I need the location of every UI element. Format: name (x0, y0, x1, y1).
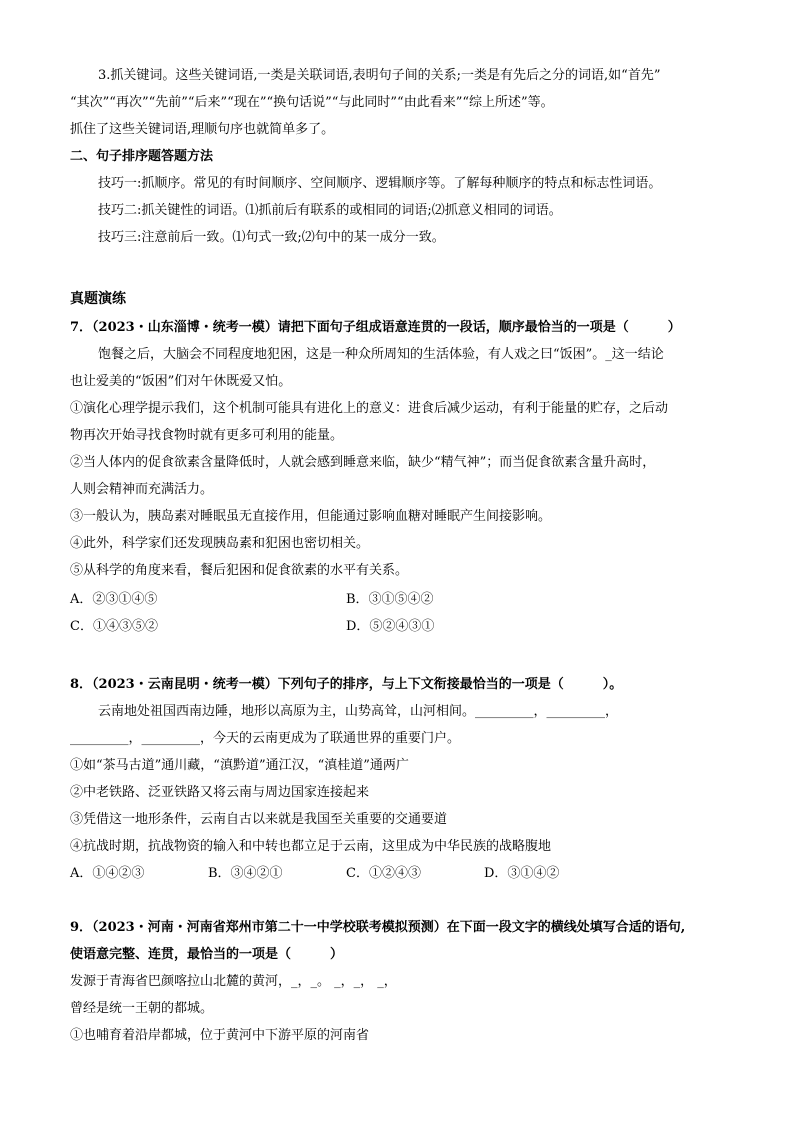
q9-sentence1: ①也哺育着沿岸都城，位于黄河中下游平原的河南省 (70, 1028, 370, 1043)
q7-passage-line2: 也让爱美的“饭困”们对午休既爱又怕。 (70, 374, 292, 389)
q7-sentence5: ⑤从科学的角度来看，餐后犯困和促食欲素的水平有关系。 (70, 563, 409, 578)
q9-passage-line2: 曾经是统一王朝的都城。 (70, 1001, 214, 1016)
q9-stem-line2: 使语意完整、连贯，最恰当的一项是（ ） (70, 947, 344, 962)
q7-sentence2-line1: ②当人体内的促食欲素含量降低时，人就会感到睡意来临，缺少“精气神”；而当促食欲素含量升高时， (70, 455, 656, 470)
tip-three: 技巧三:注意前后一致。⑴句式一致;⑵句中的某一成分一致。 (98, 230, 445, 245)
intro-point3-line1: 3.抓关键词。这些关键词语,一类是关联词语,表明句子间的关系;一类是有先后之分的词语,如“首先” (98, 68, 661, 83)
q7-stem: 7．（2023・山东淄博・统考一模）请把下面句子组成语意连贯的一段话，顺序最恰当的一项是（ ） (70, 320, 681, 335)
q8-option-d[interactable]: D．③①④② (484, 866, 560, 881)
q9-stem-line1: 9．（2023・河南・河南省郑州市第二十一中学校联考模拟预测）在下面一段文字的横线处填写合适的语句, (70, 920, 686, 935)
q8-passage-line1: 云南地处祖国西南边陲，地形以高原为主，山势高耸，山河相间。_________，_________， (98, 704, 619, 719)
tip-one: 技巧一:抓顺序。常见的有时间顺序、空间顺序、逻辑顺序等。了解每种顺序的特点和标志性词语。 (98, 176, 662, 191)
q8-sentence3: ③凭借这一地形条件，云南自古以来就是我国至关重要的交通要道 (70, 812, 448, 827)
q7-sentence1-line1: ①演化心理学提示我们，这个机制可能具有进化上的意义：进食后减少运动，有利于能量的贮存，之后动 (70, 401, 669, 416)
q7-option-c[interactable]: C．①④③⑤② (70, 619, 158, 634)
q7-sentence3: ③一般认为，胰岛素对睡眠虽无直接作用，但能通过影响血糖对睡眠产生间接影响。 (70, 509, 552, 524)
q7-sentence1-line2: 物再次开始寻找食物时就有更多可利用的能量。 (70, 428, 344, 443)
q8-option-c[interactable]: C．①②④③ (346, 866, 421, 881)
tip-two: 技巧二:抓关键性的词语。⑴抓前后有联系的或相同的词语;⑵抓意义相同的词语。 (98, 203, 562, 218)
q7-option-d[interactable]: D．⑤②④③① (346, 619, 435, 634)
intro-point3-line3: 抓住了这些关键词语,理顺句序也就简单多了。 (70, 122, 335, 137)
q8-passage-line2: _________，_________，今天的云南更成为了联通世界的重要门户。 (70, 731, 461, 746)
q7-sentence2-line2: 人则会精神而充满活力。 (70, 482, 214, 497)
q8-option-b[interactable]: B．③④②① (208, 866, 283, 881)
q7-option-b[interactable]: B．③①⑤④② (346, 592, 434, 607)
q7-passage-line1: 饱餐之后，大脑会不同程度地犯困，这是一种众所周知的生活体验，有人戏之曰“饭困”。_这一结论 (98, 347, 664, 362)
q9-passage-line1: 发源于青海省巴颜喀拉山北麓的黄河，_，_。 _，_， _， (70, 974, 397, 989)
q8-stem: 8．（2023・云南昆明・统考一模）下列句子的排序，与上下文衔接最恰当的一项是（ ）。 (70, 677, 623, 692)
q7-option-a[interactable]: A．②③①④⑤ (70, 592, 158, 607)
section-heading-methods: 二、句子排序题答题方法 (70, 149, 214, 164)
q7-sentence4: ④此外，科学家们还发现胰岛素和犯困也密切相关。 (70, 536, 370, 551)
intro-point3-line2: “其次”“再次”“先前”“后来”“现在”“换句话说”“与此同时”“由此看来”“综上所述”等。 (70, 95, 554, 110)
q8-sentence4: ④抗战时期，抗战物资的输入和中转也都立足于云南，这里成为中华民族的战略腹地 (70, 839, 552, 854)
q8-option-a[interactable]: A．①④②③ (70, 866, 145, 881)
q8-sentence2: ②中老铁路、泛亚铁路又将云南与周边国家连接起来 (70, 785, 370, 800)
q8-sentence1: ①如“茶马古道”通川藏，“滇黔道”通江汉，“滇桂道”通两广 (70, 758, 409, 773)
practice-heading: 真题演练 (70, 291, 126, 307)
